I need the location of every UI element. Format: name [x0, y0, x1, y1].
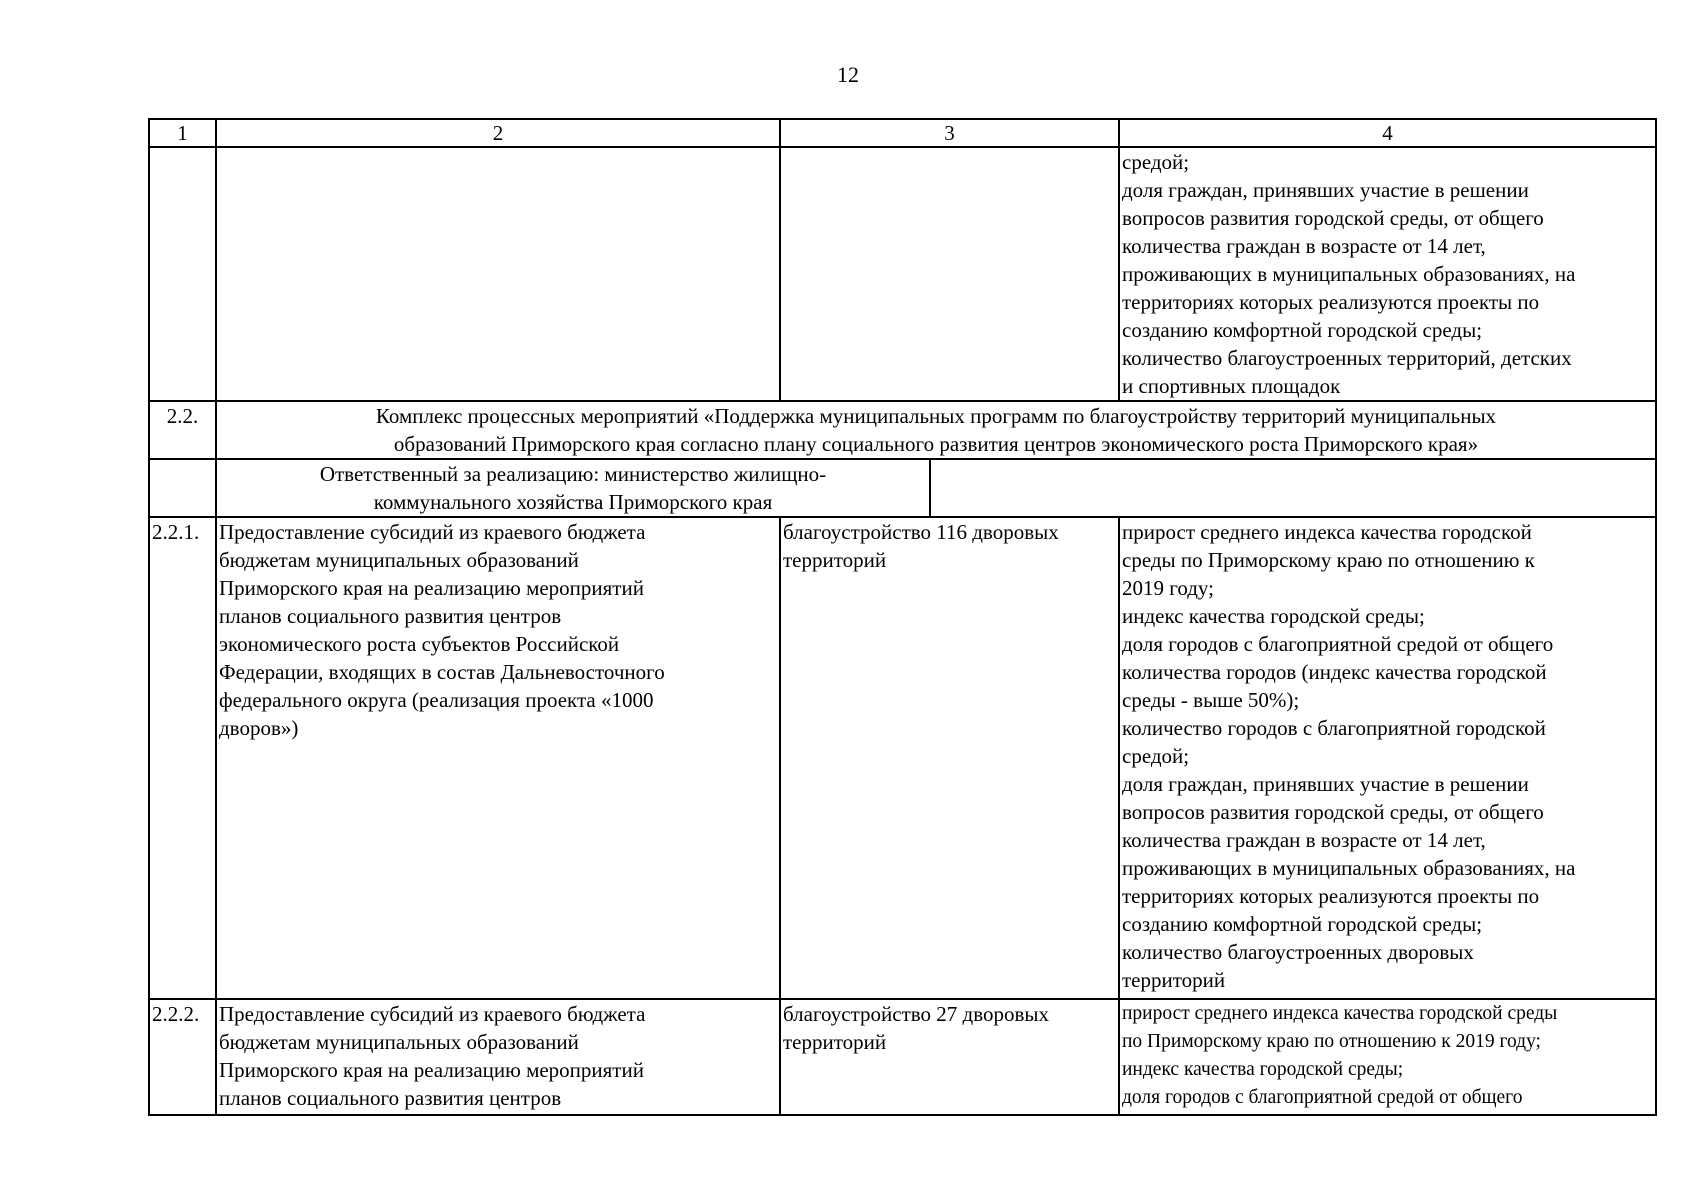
header-cell-1: 1 — [149, 119, 216, 147]
indicator-line: территорий — [1122, 968, 1226, 992]
indicator-line: количество городов с благоприятной городской — [1122, 716, 1546, 740]
program-table — [148, 118, 1657, 1116]
indicator-line: количество благоустроенных дворовых — [1122, 940, 1474, 964]
description-line: Федерации, входящих в состав Дальневосточного — [219, 660, 665, 684]
indicator-line: количества городов (индекс качества городской — [1122, 660, 1547, 684]
item-description — [216, 517, 780, 999]
item-description — [216, 999, 780, 1115]
item-result — [780, 999, 1119, 1115]
row-number-cell — [149, 147, 216, 401]
responsible-text — [216, 459, 930, 517]
page-number: 12 — [837, 62, 859, 87]
responsible-line: коммунального хозяйства Приморского края — [373, 490, 773, 514]
indicator-line: территориях которых реализуются проекты по — [1122, 290, 1540, 314]
header-cell-4: 4 — [1119, 119, 1656, 147]
indicator-line: доля граждан, принявших участие в решении — [1122, 772, 1529, 796]
indicator-line: созданию комфортной городской среды; — [1122, 912, 1483, 936]
item-number: 2.2.2. — [149, 999, 216, 1115]
description-line: Приморского края на реализацию мероприятий — [219, 1058, 644, 1082]
indicator-line: по Приморскому краю по отношению к 2019 году; — [1122, 1031, 1541, 1052]
header-cell-2: 2 — [216, 119, 780, 147]
indicator-line: территориях которых реализуются проекты по — [1122, 884, 1540, 908]
description-line: Предоставление субсидий из краевого бюджета — [219, 520, 646, 544]
section-title — [216, 401, 1656, 459]
section-title-line: образований Приморского края согласно плану социального развития центров экономического роста Приморского края» — [393, 432, 1479, 456]
row-description-cell — [216, 147, 780, 401]
indicator-line: и спортивных площадок — [1122, 374, 1341, 398]
result-line: благоустройство 27 дворовых — [783, 1002, 1049, 1026]
indicator-line: количества граждан в возрасте от 14 лет, — [1122, 828, 1486, 852]
indicator-line: индекс качества городской среды; — [1122, 1059, 1404, 1080]
responsible-row — [149, 459, 1656, 517]
indicator-line: индекс качества городской среды; — [1122, 604, 1425, 628]
indicator-line: созданию комфортной городской среды; — [1122, 318, 1483, 342]
section-title-line: Комплекс процессных мероприятий «Поддержка муниципальных программ по благоустройству территорий муниципальных — [375, 404, 1497, 428]
row-indicators-cell — [1119, 147, 1656, 401]
indicator-line: средой; — [1122, 744, 1190, 768]
description-line: федерального округа (реализация проекта «1000 — [219, 688, 654, 712]
table-row — [149, 517, 1656, 999]
indicator-line: 2019 году; — [1122, 576, 1214, 600]
description-line: планов социального развития центров — [219, 1086, 562, 1110]
indicator-line: количества граждан в возрасте от 14 лет, — [1122, 234, 1486, 258]
description-line: Приморского края на реализацию мероприятий — [219, 576, 644, 600]
result-line: территорий — [783, 1030, 887, 1054]
indicator-line: среды по Приморскому краю по отношению к — [1122, 548, 1535, 572]
responsible-empty-cell — [930, 459, 1656, 517]
description-line: бюджетам муниципальных образований — [219, 548, 579, 572]
description-line: экономического роста субъектов Российской — [219, 632, 620, 656]
indicator-line: средой; — [1122, 150, 1190, 174]
indicator-line: вопросов развития городской среды, от общего — [1122, 800, 1544, 824]
result-line: территорий — [783, 548, 887, 572]
indicator-line: доля городов с благоприятной средой от общего — [1122, 632, 1554, 656]
item-number: 2.2.1. — [149, 517, 216, 999]
indicator-line: количество благоустроенных территорий, детских — [1122, 346, 1572, 370]
description-line: Предоставление субсидий из краевого бюджета — [219, 1002, 646, 1026]
indicator-line: среды - выше 50%); — [1122, 688, 1300, 712]
header-cell-3: 3 — [780, 119, 1119, 147]
section-row — [149, 401, 1656, 459]
table-header-row — [149, 119, 1656, 147]
section-number: 2.2. — [149, 401, 216, 459]
indicator-line: прирост среднего индекса качества городской среды — [1122, 1003, 1558, 1024]
description-line: бюджетам муниципальных образований — [219, 1030, 579, 1054]
item-indicators — [1119, 517, 1656, 999]
result-line: благоустройство 116 дворовых — [783, 520, 1059, 544]
table-row — [149, 147, 1656, 401]
indicator-line: проживающих в муниципальных образованиях, на — [1122, 856, 1576, 880]
indicator-line: проживающих в муниципальных образованиях, на — [1122, 262, 1576, 286]
indicator-line: доля городов с благоприятной средой от общего — [1122, 1087, 1523, 1108]
item-result — [780, 517, 1119, 999]
responsible-number-cell — [149, 459, 216, 517]
indicator-line: вопросов развития городской среды, от общего — [1122, 206, 1544, 230]
description-line: дворов») — [219, 716, 299, 740]
responsible-line: Ответственный за реализацию: министерство жилищно- — [319, 462, 827, 486]
item-indicators — [1119, 999, 1656, 1115]
indicator-line: доля граждан, принявших участие в решении — [1122, 178, 1529, 202]
indicator-line: прирост среднего индекса качества городской — [1122, 520, 1532, 544]
description-line: планов социального развития центров — [219, 604, 562, 628]
row-result-cell — [780, 147, 1119, 401]
table-row — [149, 999, 1656, 1115]
